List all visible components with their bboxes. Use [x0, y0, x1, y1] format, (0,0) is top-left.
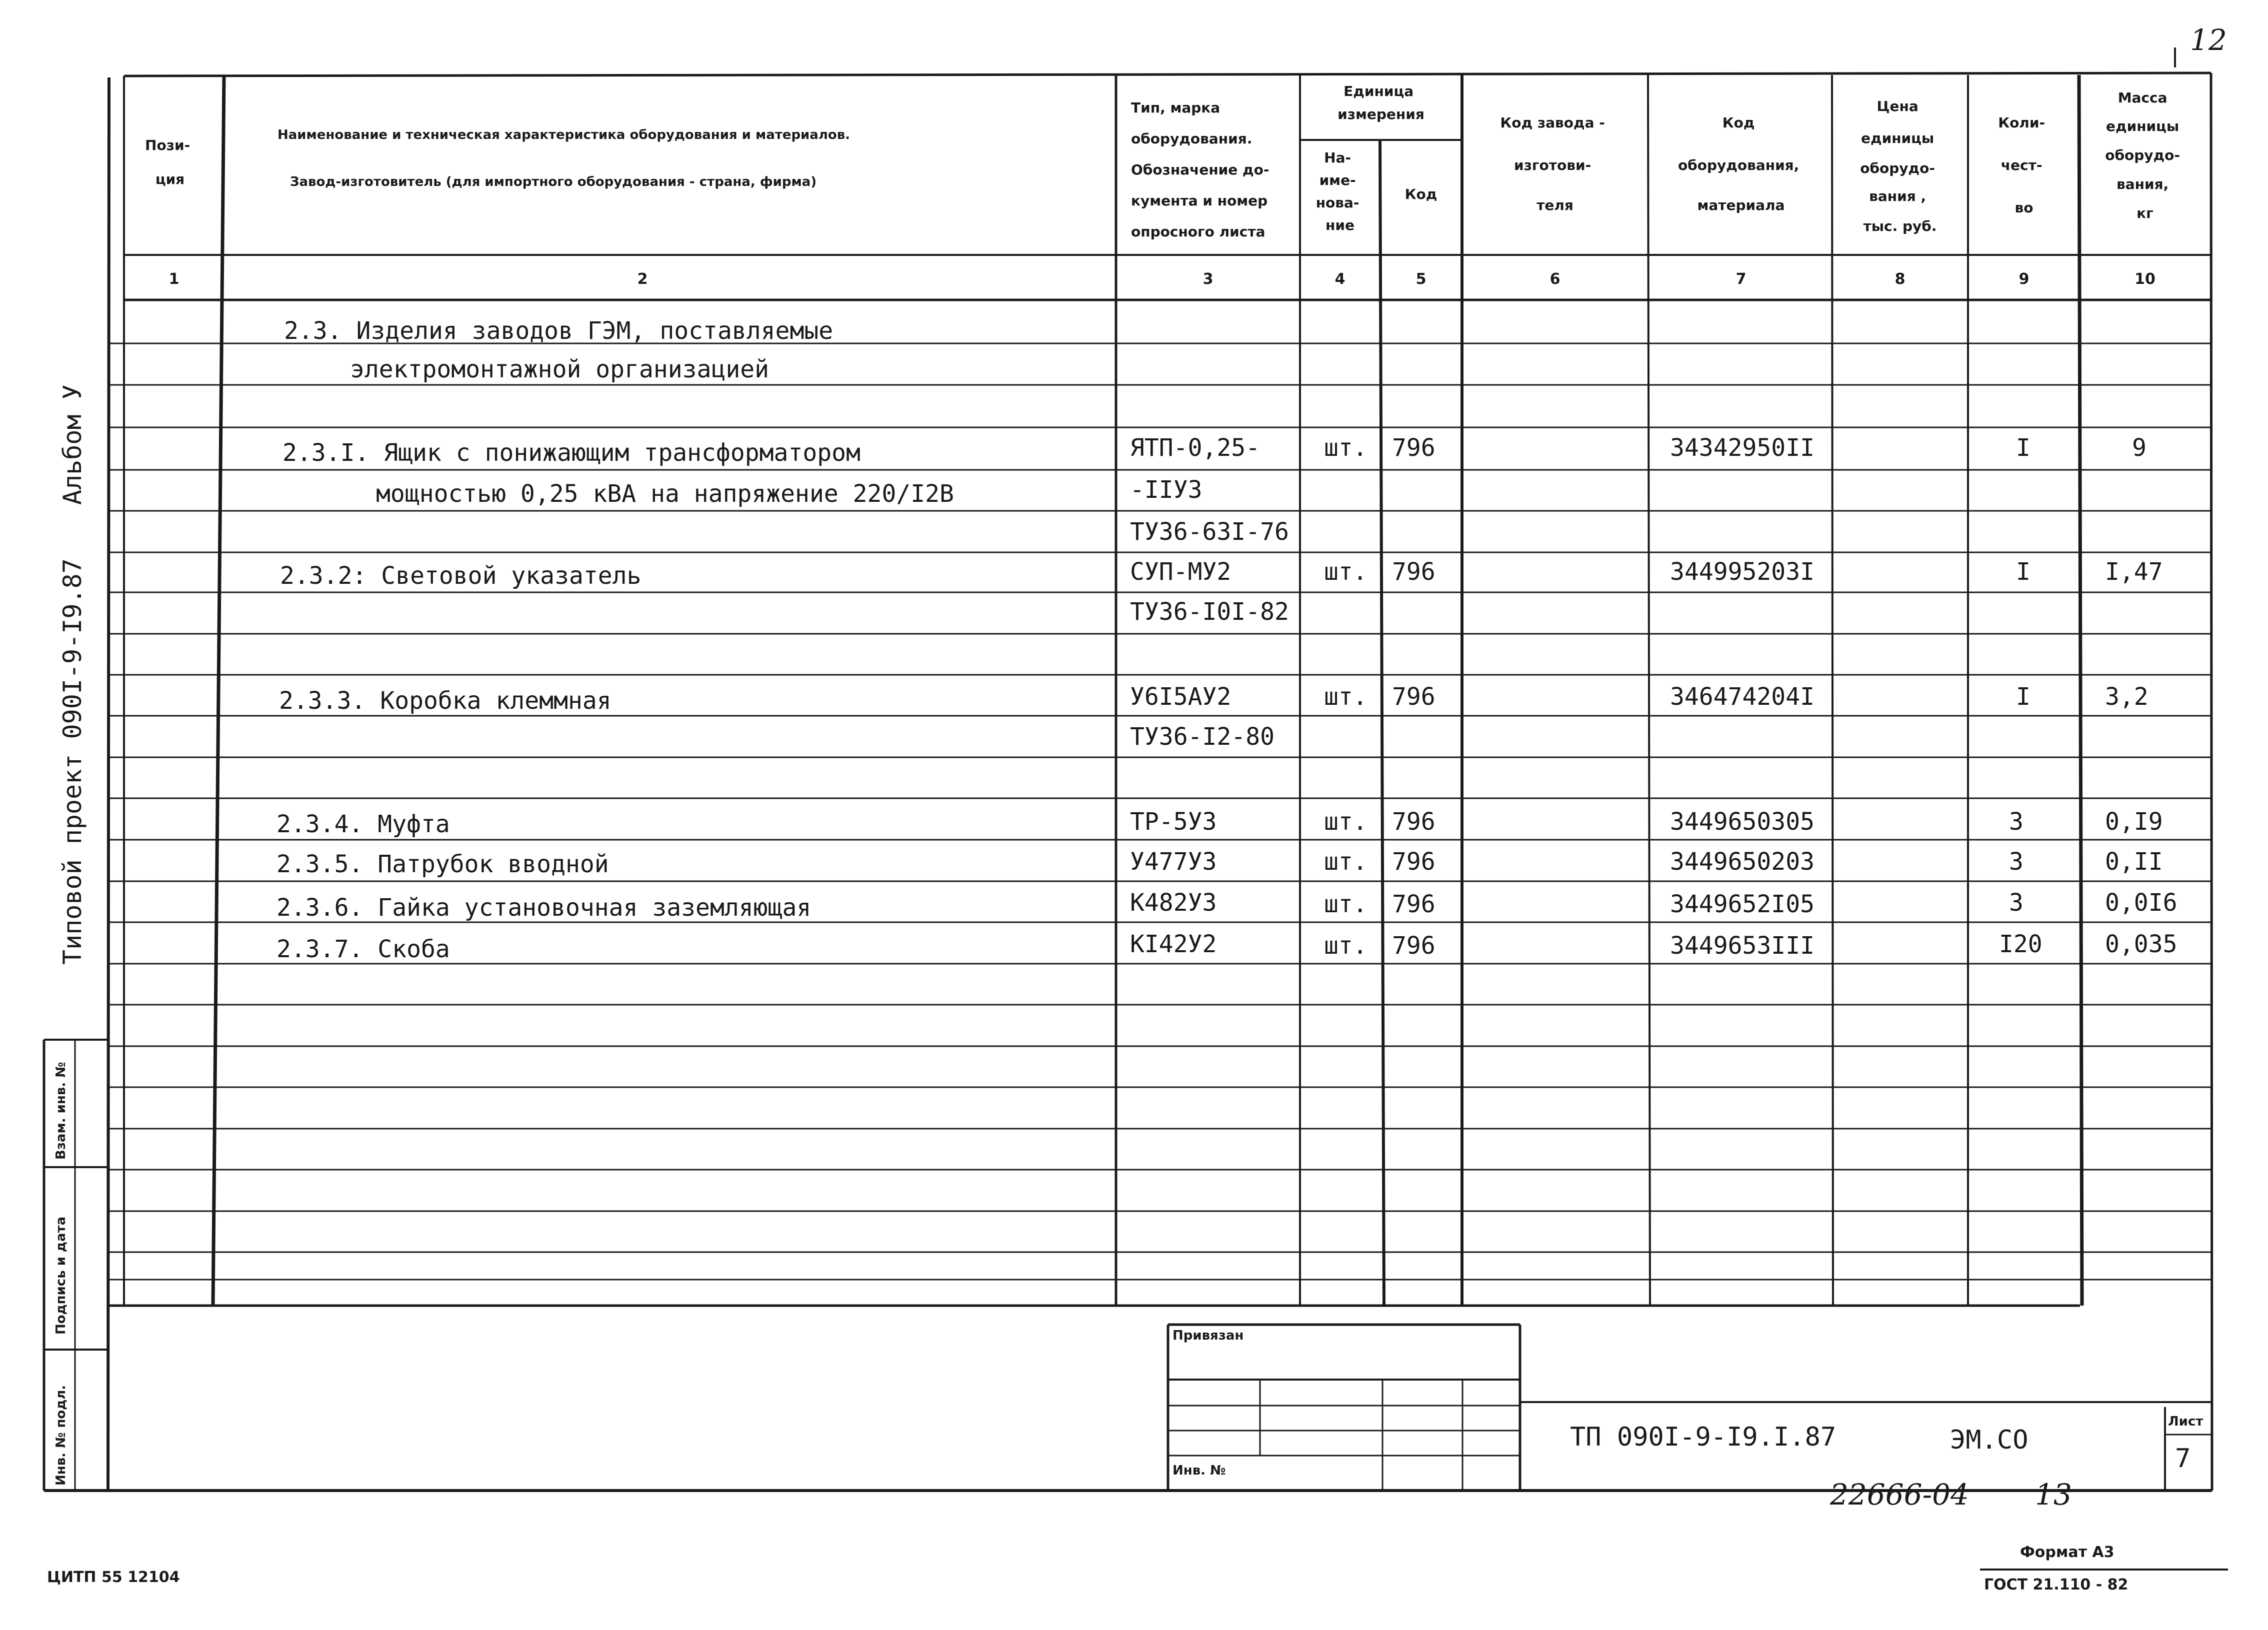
- table-row: [1130, 598, 1289, 626]
- stamp-vzam: Взам. инв. №: [54, 1062, 68, 1160]
- item-qty: I: [2016, 683, 2030, 711]
- table-row: [279, 683, 2148, 715]
- column-number: 8: [1894, 270, 1906, 288]
- footer: [47, 1478, 2128, 1594]
- item-unit: шт.: [1324, 808, 1368, 836]
- header-col6: Код завода - изготови- теля: [1500, 114, 1605, 213]
- item-type: ТУ36-I0I-82: [1130, 598, 1289, 626]
- item-type: К482У3: [1130, 889, 1217, 917]
- item-unit-code: 796: [1392, 890, 1436, 918]
- table-body: [276, 317, 2178, 963]
- item-name: 2.3.2: Световой указатель: [280, 562, 642, 590]
- column-number: 6: [1550, 270, 1560, 288]
- item-mass: 3,2: [2105, 683, 2148, 711]
- item-type: ТУ36-63I-76: [1130, 518, 1289, 546]
- item-name: 2.3.6. Гайка установочная заземляющая: [276, 894, 812, 922]
- header-col4: На- име- нова- ние: [1316, 149, 1360, 233]
- corner-mark: 12: [2190, 23, 2227, 57]
- item-qty: 3: [2009, 848, 2024, 876]
- gost-label: ГОСТ 21.110 - 82: [1984, 1576, 2128, 1594]
- table-row: [350, 355, 769, 383]
- item-name: 2.3.3. Коробка клеммная: [279, 687, 612, 715]
- item-mass: I,47: [2105, 558, 2163, 586]
- item-type: ЯТП-0,25-: [1130, 434, 1260, 462]
- item-name: электромонтажной организацией: [350, 355, 770, 383]
- item-type: СУП-МУ2: [1130, 558, 1232, 586]
- item-code: 3449650305: [1670, 808, 1814, 836]
- item-type: У6I5АУ2: [1130, 683, 1232, 711]
- column-number: 10: [2134, 270, 2156, 288]
- table-row: [276, 930, 2178, 963]
- table-row: [1130, 518, 1289, 546]
- column-number: 7: [1736, 270, 1746, 288]
- inv-no-label: Инв. №: [1172, 1463, 1226, 1478]
- item-unit-code: 796: [1392, 848, 1436, 876]
- item-type: КI42У2: [1130, 930, 1217, 958]
- header-col7: Код оборудования, материала: [1678, 114, 1800, 213]
- item-qty: 3: [2009, 889, 2024, 917]
- item-unit-code: 796: [1392, 683, 1436, 711]
- table-row: [276, 848, 2163, 878]
- header-col1: Пози- ция: [145, 137, 190, 187]
- sheet-number: 7: [2175, 1444, 2191, 1474]
- table-row: [376, 476, 1202, 508]
- column-number: 3: [1202, 270, 1214, 288]
- item-name: 2.3.4. Муфта: [276, 810, 450, 838]
- header-col2: Наименование и техническая характеристика оборудования и материалов. Завод-изготовитель (для импортного оборудования - страна, фирма): [278, 127, 850, 189]
- item-code: 34342950II: [1670, 434, 1814, 462]
- sheet-label: Лист: [2168, 1414, 2204, 1429]
- item-qty: 3: [2009, 808, 2024, 836]
- item-name: 2.3.I. Ящик с понижающим трансформатором: [282, 439, 860, 467]
- doc-code: ТП 090I-9-I9.I.87: [1570, 1422, 1836, 1452]
- column-number: 2: [637, 270, 648, 288]
- item-code: 3449650203: [1670, 848, 1814, 876]
- item-code: 3449652I05: [1670, 890, 1814, 918]
- item-name: 2.3. Изделия заводов ГЭМ, поставляемые: [284, 317, 834, 345]
- handwritten-number: 22666-04: [1830, 1478, 1969, 1512]
- item-unit: шт.: [1324, 932, 1368, 960]
- doc-mark: ЭМ.СО: [1950, 1425, 2028, 1455]
- item-name: 2.3.5. Патрубок вводной: [276, 850, 609, 878]
- item-unit: шт.: [1324, 890, 1368, 918]
- item-mass: 0,035: [2105, 930, 2178, 958]
- table-row: [276, 889, 2178, 922]
- item-unit-code: 796: [1392, 932, 1436, 960]
- header-col8: Цена единицы оборудо- вания , тыс. руб.: [1860, 98, 1937, 234]
- header-col5: Код: [1404, 186, 1438, 202]
- item-name: 2.3.7. Скоба: [276, 935, 450, 963]
- column-number: 9: [2018, 270, 2030, 288]
- item-mass: 0,I9: [2105, 808, 2163, 836]
- stamp-podpis: Подпись и дата: [54, 1216, 68, 1335]
- column-number: 5: [1416, 270, 1426, 288]
- table-row: [282, 434, 2146, 467]
- table-row: [280, 558, 2163, 590]
- header-col9: Коли- чест- во: [1998, 114, 2046, 216]
- item-mass: 0,II: [2105, 848, 2163, 876]
- item-unit: шт.: [1324, 434, 1368, 462]
- header-col10: Масса единицы оборудо- вания, кг: [2105, 89, 2180, 221]
- item-unit: шт.: [1324, 558, 1368, 586]
- printer-mark: ЦИТП 55 12104: [47, 1569, 180, 1586]
- format-label: Формат А3: [2020, 1544, 2114, 1561]
- privyazan-label: Привязан: [1172, 1328, 1244, 1343]
- item-mass: 0,0I6: [2105, 889, 2178, 917]
- item-code: 346474204I: [1670, 683, 1814, 711]
- table-row: [1130, 723, 1274, 751]
- handwritten-page: 13: [2035, 1478, 2072, 1512]
- item-unit-code: 796: [1392, 558, 1436, 586]
- item-type: ТР-5У3: [1130, 808, 1217, 836]
- item-type: ТУ36-I2-80: [1130, 723, 1274, 751]
- stamp-inv-podl: Инв. № подл.: [54, 1385, 68, 1486]
- item-unit: шт.: [1324, 848, 1368, 876]
- item-qty: I20: [1999, 930, 2042, 958]
- item-type: У477У3: [1130, 848, 1217, 876]
- item-unit-code: 796: [1392, 434, 1436, 462]
- table-header: [145, 83, 2185, 240]
- item-code: 3449653III: [1670, 932, 1814, 960]
- header-col3: Тип, марка оборудования. Обозначение до- кумента и номер опросного листа: [1131, 99, 1270, 240]
- left-stamp: [54, 1062, 68, 1486]
- item-unit-code: 796: [1392, 808, 1436, 836]
- item-type: -IIУ3: [1130, 476, 1202, 504]
- column-number: 4: [1334, 270, 1346, 288]
- table-row: [276, 808, 2163, 838]
- project-label: Типовой проект 090I-9-I9.87: [58, 558, 87, 965]
- item-qty: I: [2016, 558, 2030, 586]
- column-number: 1: [168, 270, 180, 288]
- album-label: Альбом У: [58, 384, 87, 505]
- item-mass: 9: [2132, 434, 2146, 462]
- column-numbers: [169, 270, 2156, 288]
- table-row: [284, 317, 833, 345]
- item-code: 344995203I: [1670, 558, 1814, 586]
- item-name: мощностью 0,25 кВА на напряжение 220/I2В: [376, 480, 954, 508]
- item-unit: шт.: [1324, 683, 1368, 711]
- header-unit-group: Единица измерения: [1338, 83, 1424, 122]
- item-qty: I: [2016, 434, 2030, 462]
